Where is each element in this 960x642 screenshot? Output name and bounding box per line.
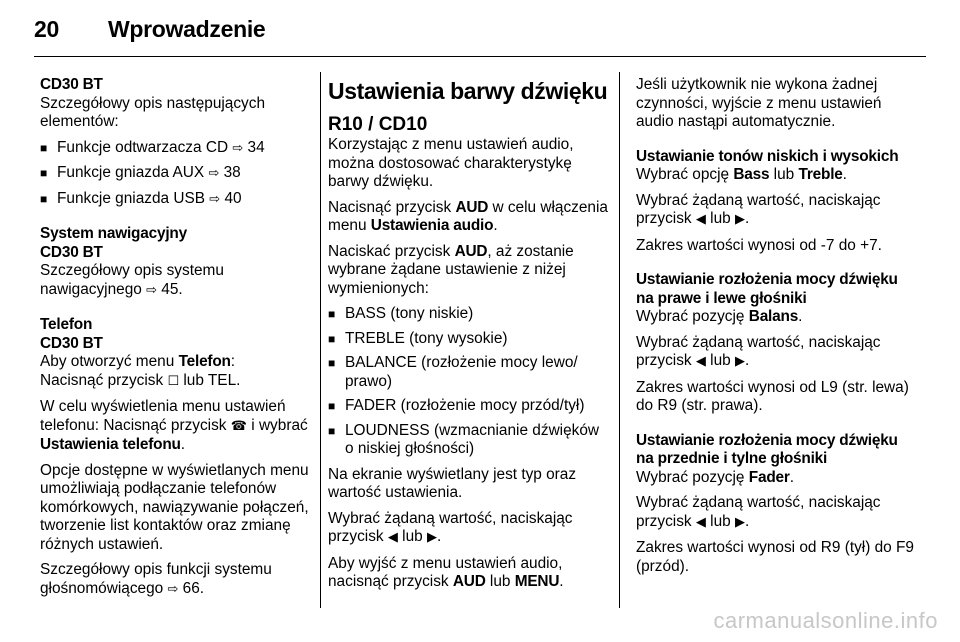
balance-paragraph-2 <box>636 334 916 372</box>
balance-paragraph-3: Zakres wartości wynosi od L9 (str. lewa) do R9 (str. prawa). <box>636 378 909 414</box>
text: Wybrać pozycję <box>636 468 745 486</box>
left-arrow-icon: ◀ <box>695 514 706 530</box>
list-item: ■ FADER (rozłożenie mocy przód/tył) <box>328 397 608 416</box>
header-rule <box>34 56 926 57</box>
column-1 <box>40 76 310 606</box>
option-name: Fader <box>748 468 790 486</box>
page-title: Wprowadzenie <box>108 16 266 42</box>
text: Nacisnąć przycisk <box>40 371 164 389</box>
text: Aby otworzyć menu <box>40 353 175 370</box>
telephone-paragraph-4 <box>40 561 310 599</box>
option-name: Treble <box>798 166 843 183</box>
sound-paragraph-5 <box>328 510 608 548</box>
sound-paragraph-2 <box>328 199 608 236</box>
page-header <box>34 16 265 43</box>
button-name: AUD <box>454 242 488 260</box>
text: lub <box>710 210 731 227</box>
section-title: Ustawienia barwy dźwięku <box>328 78 608 104</box>
fader-heading: Ustawianie rozłożenia mocy dźwięku na przednie i tylne głośniki <box>636 431 898 467</box>
page-reference-icon: ⇨ <box>209 191 221 207</box>
list-item <box>40 139 310 159</box>
page-reference-icon: ⇨ <box>167 581 179 597</box>
text: lub <box>710 512 731 530</box>
text: w celu włączenia menu <box>328 198 608 234</box>
page-ref: 40 <box>224 189 242 207</box>
cd30-heading: CD30 BT <box>40 76 103 93</box>
list-item: ■ BASS (tony niskie) <box>328 305 608 324</box>
column-divider-1 <box>320 72 321 608</box>
page-ref: 38 <box>223 164 241 181</box>
text: Wybrać pozycję <box>636 308 745 325</box>
list-item: ■ TREBLE (tony wysokie) <box>328 330 608 349</box>
balance-heading: Ustawianie rozłożenia mocy dźwięku na prawe i lewe głośniki <box>636 271 898 307</box>
text: W celu wyświetlenia menu ustawień telefonu: Nacisnąć przycisk <box>40 398 286 434</box>
text: . <box>744 352 750 369</box>
text: Wybrać żądaną wartość, naciskając przycisk <box>328 509 573 545</box>
text: : <box>230 353 236 370</box>
balance-paragraph-1 <box>636 308 916 327</box>
option-name: Bass <box>733 166 770 183</box>
phone-voice-icon: ☎ <box>230 418 247 434</box>
list-item <box>40 190 310 210</box>
sound-settings-list <box>328 305 608 459</box>
right-arrow-icon: ▶ <box>734 212 745 227</box>
page-reference-icon: ⇨ <box>208 166 220 181</box>
navigation-text <box>40 262 310 300</box>
column-divider-2 <box>619 72 620 608</box>
list-item-label: Funkcje odtwarzacza CD <box>57 138 229 156</box>
menu-name: Ustawienia telefonu <box>40 436 181 453</box>
bass-treble-heading: Ustawianie tonów niskich i wysokich <box>636 147 899 165</box>
telephone-heading: Telefon <box>40 316 93 333</box>
fader-paragraph-2 <box>636 494 916 532</box>
left-arrow-icon: ◀ <box>695 212 706 227</box>
button-name: MENU <box>514 573 560 590</box>
bass-treble-paragraph-3: Zakres wartości wynosi od -7 do +7. <box>636 236 882 254</box>
bass-treble-paragraph-2 <box>636 192 916 230</box>
text: . <box>789 468 794 486</box>
right-arrow-icon: ▶ <box>734 354 745 369</box>
left-arrow-icon: ◀ <box>387 530 398 545</box>
cd30-feature-list <box>40 139 310 210</box>
section-subtitle: R10 / CD10 <box>328 114 428 135</box>
text: . <box>436 528 442 545</box>
telephone-paragraph-3: Opcje dostępne w wyświetlanych menu umożliwiają podłączanie telefonów komórkowych, nawiązywanie połączeń, tworzenie list kontaktów oraz zmianę różnych ustawień. <box>40 461 309 553</box>
button-name: AUD <box>452 573 486 590</box>
navigation-text-body: Szczegółowy opis systemu nawigacyjnego <box>40 262 224 298</box>
auto-exit-paragraph: Jeśli użytkownik nie wykona żadnej czynności, wyjście z menu ustawień audio nastąpi automatycznie. <box>636 76 882 130</box>
text: i wybrać <box>251 416 308 434</box>
navigation-subheading: CD30 BT <box>40 243 103 261</box>
text: Wybrać żądaną wartość, naciskając przycisk <box>636 191 881 227</box>
fader-paragraph-3: Zakres wartości wynosi od R9 (tył) do F9 (przód). <box>636 539 914 575</box>
text: . <box>744 512 750 530</box>
list-item <box>40 164 310 184</box>
sound-paragraph-4: Na ekranie wyświetlany jest typ oraz wartość ustawienia. <box>328 465 577 501</box>
text: . <box>842 166 847 183</box>
fader-paragraph-1 <box>636 469 916 488</box>
telephone-paragraph-2 <box>40 398 310 455</box>
text: . <box>559 573 564 590</box>
page-ref: 66. <box>182 579 205 597</box>
text: . <box>798 308 803 325</box>
list-item: ■ LOUDNESS (wzmacnianie dźwięków o niskiej głośności) <box>328 422 608 459</box>
page-reference-icon: ⇨ <box>146 282 158 298</box>
cd30-intro: Szczegółowy opis następujących elementów: <box>40 94 265 130</box>
list-item-label: Funkcje gniazda AUX <box>57 164 205 181</box>
text: Naciskać przycisk <box>328 242 451 260</box>
sound-paragraph-3 <box>328 243 608 299</box>
page-ref: 45. <box>161 280 183 298</box>
button-name: AUD <box>455 198 489 216</box>
text: Wybrać żądaną wartość, naciskając przycisk <box>636 333 881 369</box>
text: lub <box>489 573 511 590</box>
menu-name: Ustawienia audio <box>370 217 494 234</box>
text: Nacisnąć przycisk <box>328 198 452 216</box>
page-reference-icon: ⇨ <box>232 140 244 156</box>
bass-treble-paragraph-1 <box>636 166 916 185</box>
text: Wybrać żądaną wartość, naciskając przycisk <box>636 494 881 530</box>
text: , aż zostanie wybrane żądane ustawienie z niżej wymienionych: <box>328 242 574 297</box>
right-arrow-icon: ▶ <box>734 514 745 530</box>
column-3 <box>636 76 916 583</box>
sound-paragraph-6 <box>328 555 608 592</box>
right-arrow-icon: ▶ <box>426 530 437 545</box>
watermark: carmanualsonline.info <box>713 608 938 633</box>
text: Aby wyjść z menu ustawień audio, nacisnąć przycisk <box>328 554 563 590</box>
list-item: ■ BALANCE (rozłożenie mocy lewo/ prawo) <box>328 354 608 391</box>
text: . <box>493 217 498 234</box>
text: lub <box>402 528 423 545</box>
text: Szczegółowy opis funkcji systemu głośnomówiącego <box>40 561 272 597</box>
text: lub <box>773 166 795 183</box>
navigation-heading: System nawigacyjny <box>40 225 187 242</box>
telephone-subheading: CD30 BT <box>40 334 103 352</box>
column-2 <box>328 76 608 599</box>
text: Wybrać opcję <box>636 166 730 183</box>
list-item-label: Funkcje gniazda USB <box>57 189 205 207</box>
page-number: 20 <box>34 16 59 42</box>
text: . <box>744 210 750 227</box>
option-name: Balans <box>748 308 799 325</box>
left-arrow-icon: ◀ <box>695 354 706 369</box>
sound-paragraph-1: Korzystając z menu ustawień audio, można dostosować charakterystykę barwy dźwięku. <box>328 136 574 190</box>
text: lub TEL. <box>183 371 241 389</box>
telephone-paragraph-1 <box>40 353 310 391</box>
text: lub <box>710 352 731 369</box>
phone-button-icon: ☐ <box>167 373 180 389</box>
page-ref: 34 <box>247 138 265 156</box>
text: . <box>180 436 186 453</box>
menu-name: Telefon <box>178 353 231 370</box>
